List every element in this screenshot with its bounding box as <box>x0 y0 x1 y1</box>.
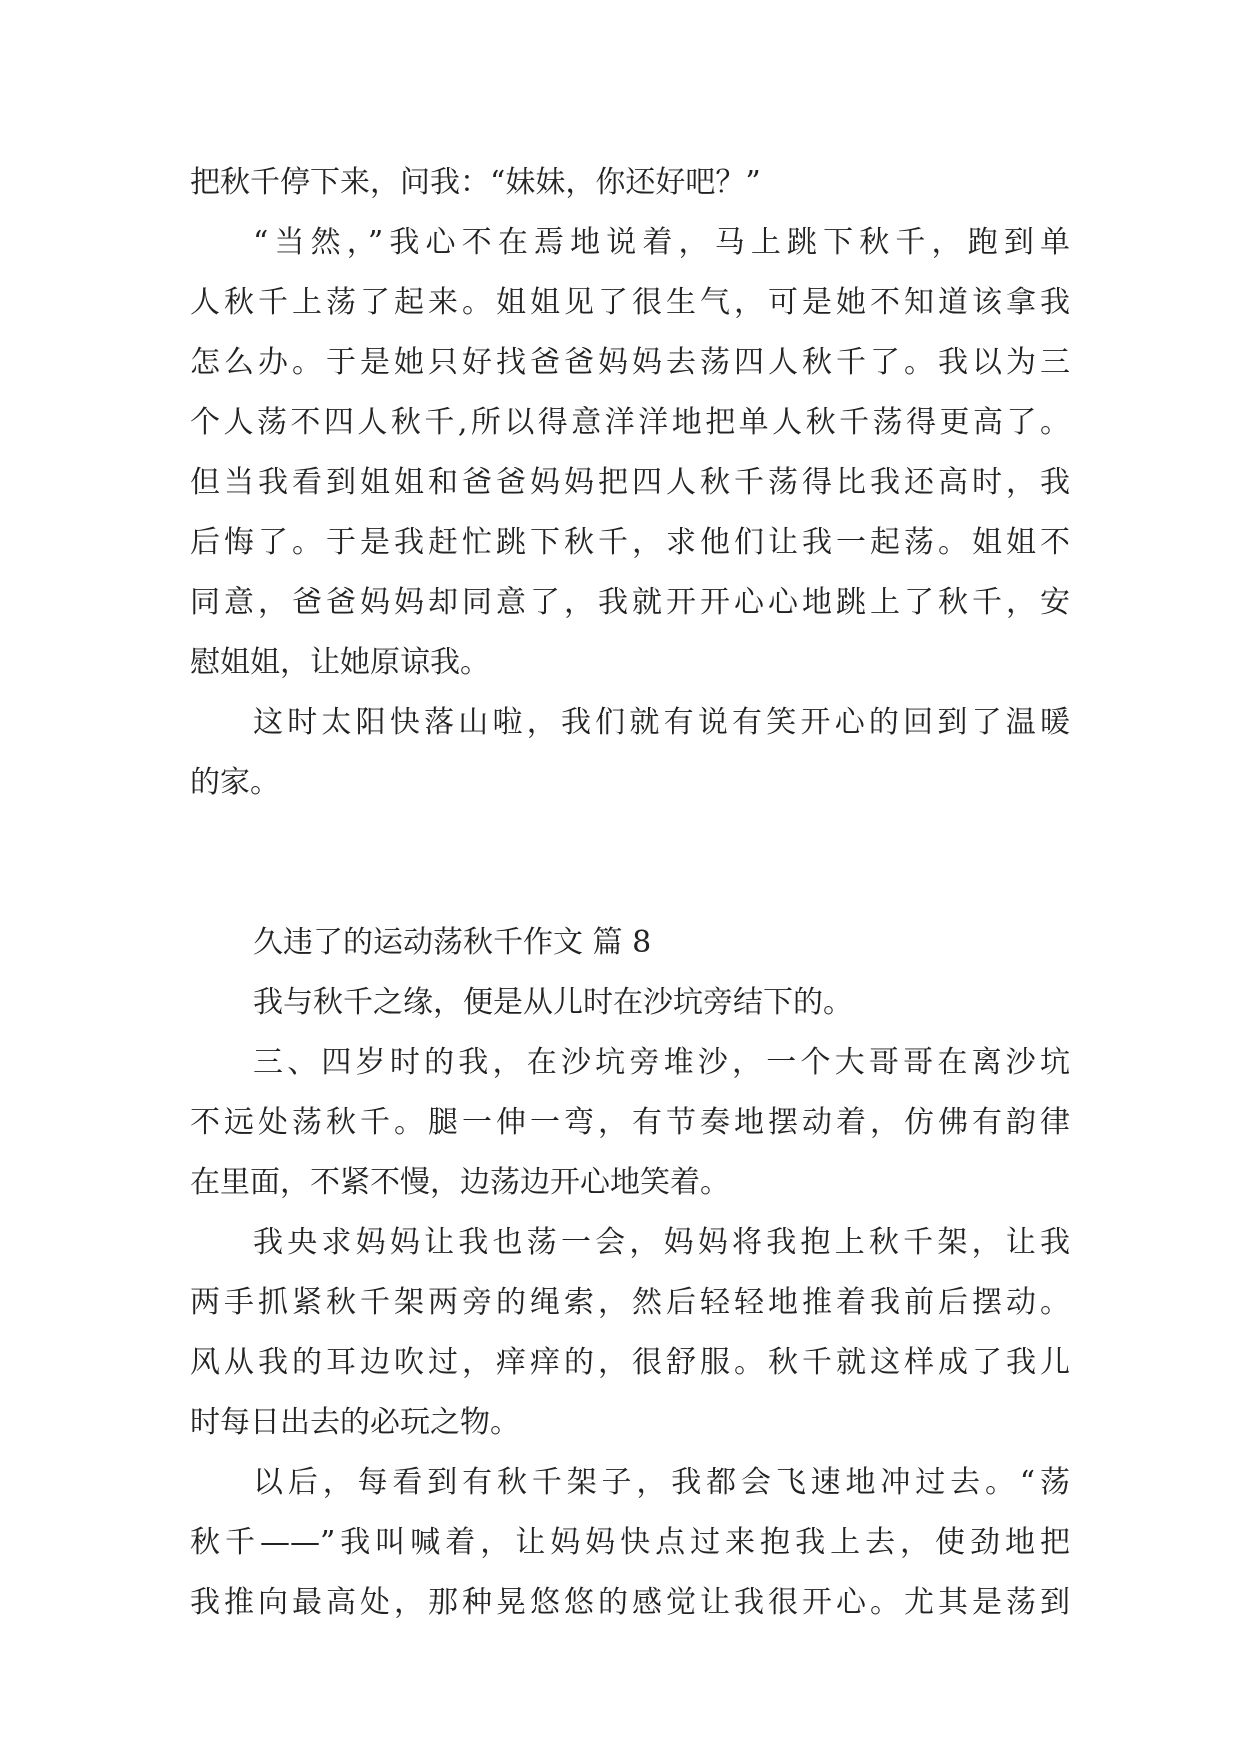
paragraph-line: 后悔了。于是我赶忙跳下秋千，求他们让我一起荡。姐姐不 <box>190 525 1070 560</box>
paragraph-line: 不远处荡秋千。腿一伸一弯，有节奏地摆动着，仿佛有韵律 <box>190 1105 1070 1140</box>
paragraph-line: 我与秋千之缘，便是从儿时在沙坑旁结下的。 <box>253 985 853 1020</box>
paragraph-line: 两手抓紧秋千架两旁的绳索，然后轻轻地推着我前后摆动。 <box>190 1285 1070 1320</box>
paragraph-line: 把秋千停下来，问我：“妹妹，你还好吧？” <box>190 165 761 200</box>
paragraph-line: 但当我看到姐姐和爸爸妈妈把四人秋千荡得比我还高时，我 <box>190 465 1070 500</box>
paragraph-line: 同意，爸爸妈妈却同意了，我就开开心心地跳上了秋千，安 <box>190 585 1070 620</box>
paragraph-line: 人秋千上荡了起来。姐姐见了很生气，可是她不知道该拿我 <box>190 285 1070 320</box>
paragraph-line: “当然，”我心不在焉地说着，马上跳下秋千，跑到单 <box>253 225 1070 260</box>
paragraph-line: 在里面，不紧不慢，边荡边开心地笑着。 <box>190 1165 730 1200</box>
paragraph-line: 个人荡不四人秋千,所以得意洋洋地把单人秋千荡得更高了。 <box>190 405 1070 440</box>
paragraph-line: 我推向最高处，那种晃悠悠的感觉让我很开心。尤其是荡到 <box>190 1585 1070 1620</box>
paragraph-line: 这时太阳快落山啦，我们就有说有笑开心的回到了温暖 <box>253 705 1070 740</box>
paragraph-line: 慰姐姐，让她原谅我。 <box>190 645 490 680</box>
paragraph-line: 三、四岁时的我，在沙坑旁堆沙，一个大哥哥在离沙坑 <box>253 1045 1070 1080</box>
paragraph-line: 的家。 <box>190 765 280 800</box>
paragraph-line: 秋千——”我叫喊着，让妈妈快点过来抱我上去，使劲地把 <box>190 1525 1070 1560</box>
paragraph-line: 以后，每看到有秋千架子，我都会飞速地冲过去。“荡 <box>253 1465 1070 1500</box>
paragraph-line: 时每日出去的必玩之物。 <box>190 1405 520 1440</box>
section-heading: 久违了的运动荡秋千作文 篇 8 <box>253 925 652 960</box>
paragraph-line: 怎么办。于是她只好找爸爸妈妈去荡四人秋千了。我以为三 <box>190 345 1070 380</box>
paragraph-line: 风从我的耳边吹过，痒痒的，很舒服。秋千就这样成了我儿 <box>190 1345 1070 1380</box>
paragraph-line: 我央求妈妈让我也荡一会，妈妈将我抱上秋千架，让我 <box>253 1225 1070 1260</box>
